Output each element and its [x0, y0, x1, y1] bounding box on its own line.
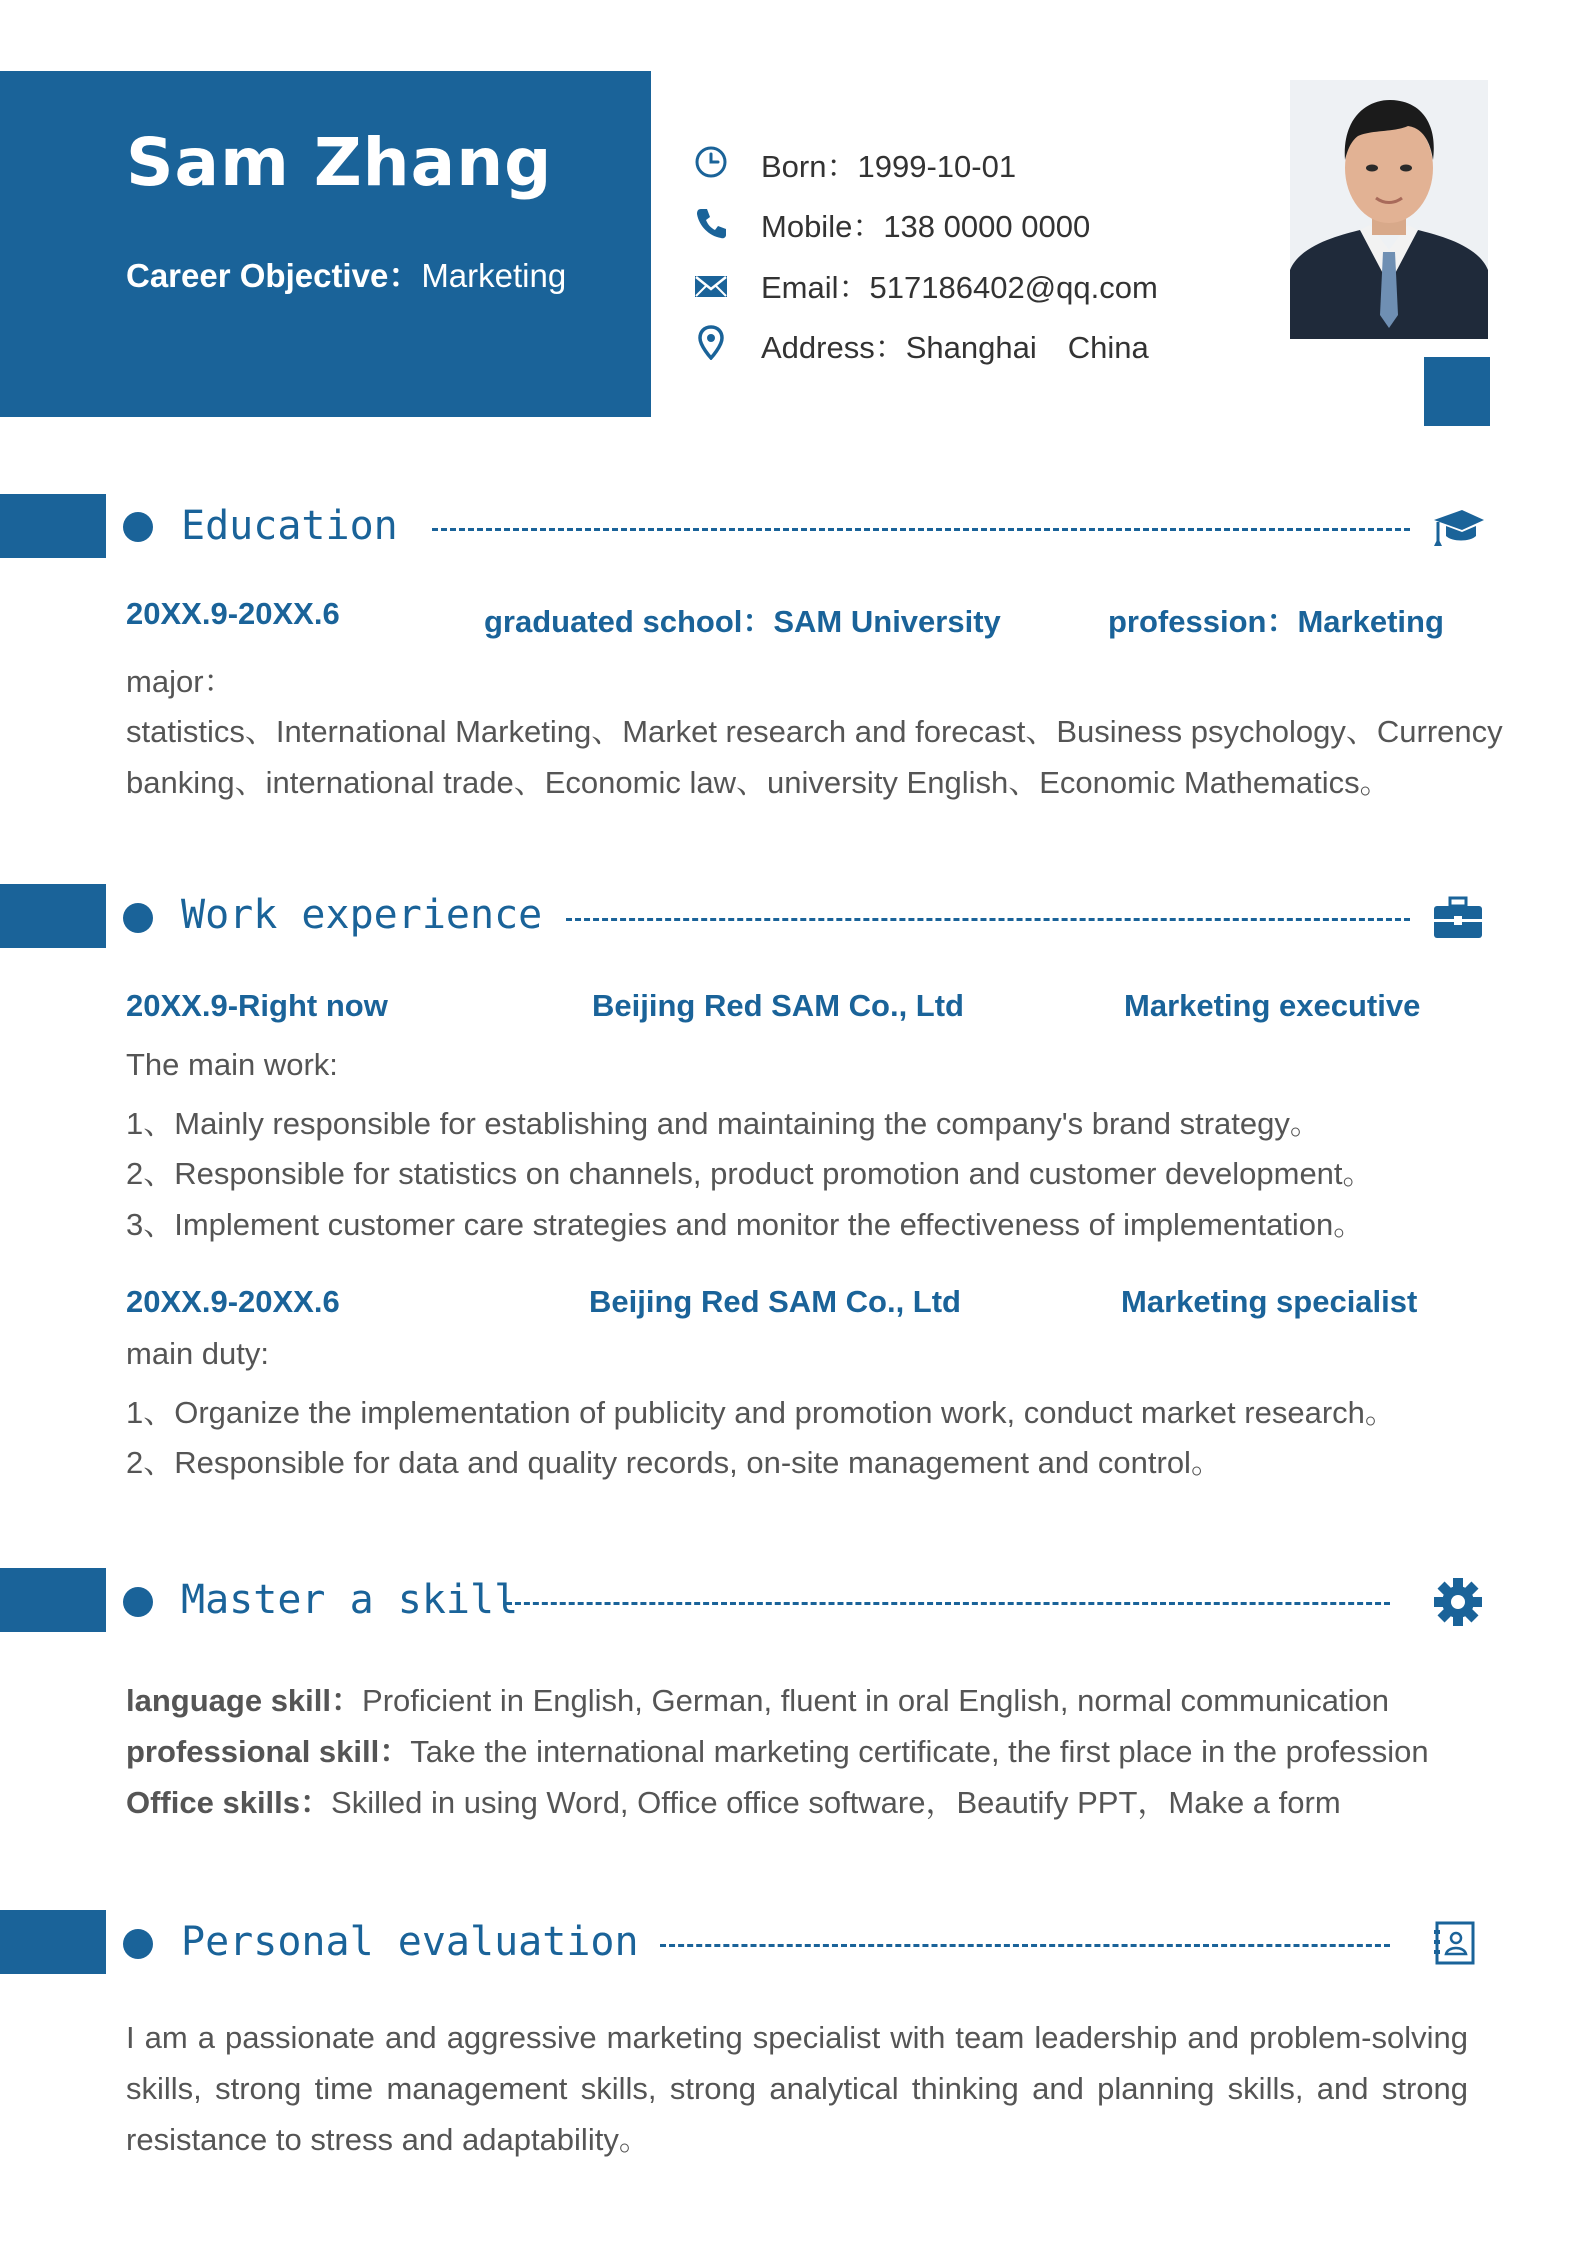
education-section-title: Education — [181, 503, 398, 549]
job2-date: 20XX.9-20XX.6 — [126, 1284, 340, 1319]
education-date: 20XX.9-20XX.6 — [126, 596, 340, 631]
language-skill-value: Proficient in English, German, fluent in oral English, normal communication — [362, 1683, 1389, 1718]
work-divider — [566, 918, 1410, 921]
job1-item: 3、Implement customer care strategies and monitor the effectiveness of implementation。 — [126, 1207, 1365, 1242]
work-section-bar — [0, 884, 106, 948]
skills-section-bar — [0, 1568, 106, 1632]
career-objective-value: Marketing — [421, 257, 567, 294]
email-text: Email：517186402@qq.com — [761, 270, 1158, 305]
education-profession: profession：Marketing — [1108, 604, 1444, 639]
contact-card-icon — [1432, 1918, 1484, 1970]
professional-skill-label: professional skill： — [126, 1734, 411, 1769]
clock-icon — [693, 144, 729, 180]
job1-company: Beijing Red SAM Co., Ltd — [592, 988, 964, 1023]
office-skill — [126, 1777, 1341, 1822]
education-divider — [432, 528, 1410, 531]
gear-icon — [1432, 1576, 1484, 1628]
envelope-icon — [693, 268, 729, 304]
born-text: Born：1999-10-01 — [761, 149, 1017, 184]
evaluation-section-dot — [123, 1929, 153, 1959]
work-section-title: Work experience — [181, 892, 543, 938]
avatar-portrait — [1290, 80, 1488, 339]
education-section-bar — [0, 494, 106, 558]
education-school: graduated school：SAM University — [484, 604, 1001, 639]
job1-role: Marketing executive — [1124, 988, 1421, 1023]
skills-section-title: Master a skill — [181, 1577, 519, 1623]
language-skill — [126, 1675, 1389, 1720]
location-pin-icon — [693, 324, 729, 360]
mobile-text: Mobile：138 0000 0000 — [761, 209, 1091, 244]
job1-label: The main work: — [126, 1047, 338, 1082]
evaluation-text: I am a passionate and aggressive marketing specialist with team leadership and problem-solving skills, strong time management skills, strong analytical thinking and planning skills, and strong resistance to stress and adaptability。 — [126, 2020, 1468, 2157]
education-section-dot — [123, 512, 153, 542]
career-objective-label: Career Objective： — [126, 257, 422, 294]
phone-icon — [693, 205, 729, 241]
job2-role: Marketing specialist — [1121, 1284, 1418, 1319]
job1-item: 1、Mainly responsible for establishing and maintaining the company's brand strategy。 — [126, 1106, 1321, 1141]
profile-photo — [1290, 80, 1488, 339]
job2-item: 2、Responsible for data and quality records, on-site management and control。 — [126, 1445, 1222, 1480]
job1-date: 20XX.9-Right now — [126, 988, 388, 1023]
evaluation-section-bar — [0, 1910, 106, 1974]
decorative-square — [1424, 357, 1490, 426]
education-major-line: banking、international trade、Economic law、university English、Economic Mathematics。 — [126, 765, 1391, 800]
evaluation-section-title: Personal evaluation — [181, 1919, 639, 1965]
briefcase-icon — [1432, 892, 1484, 944]
professional-skill — [126, 1726, 1429, 1771]
job2-company: Beijing Red SAM Co., Ltd — [589, 1284, 961, 1319]
candidate-name: Sam Zhang — [126, 124, 553, 201]
skills-divider — [506, 1602, 1390, 1605]
evaluation-divider — [660, 1944, 1390, 1947]
job2-label: main duty: — [126, 1336, 270, 1371]
skills-section-dot — [123, 1587, 153, 1617]
work-section-dot — [123, 903, 153, 933]
education-major-line: statistics、International Marketing、Market research and forecast、Business psychology、Currency — [126, 714, 1503, 749]
professional-skill-value: Take the international marketing certificate, the first place in the profession — [410, 1734, 1429, 1769]
office-skill-value: Skilled in using Word, Office office software，Beautify PPT，Make a form — [331, 1785, 1341, 1820]
job1-item: 2、Responsible for statistics on channels, product promotion and customer development。 — [126, 1156, 1374, 1191]
graduation-cap-icon — [1432, 502, 1484, 554]
language-skill-label: language skill： — [126, 1683, 363, 1718]
header-banner — [0, 71, 651, 417]
job2-item: 1、Organize the implementation of publicity and promotion work, conduct market research。 — [126, 1395, 1396, 1430]
career-objective — [126, 250, 566, 297]
address-text: Address：Shanghai China — [761, 330, 1149, 365]
office-skill-label: Office skills： — [126, 1785, 332, 1820]
education-major-label: major： — [126, 664, 235, 699]
